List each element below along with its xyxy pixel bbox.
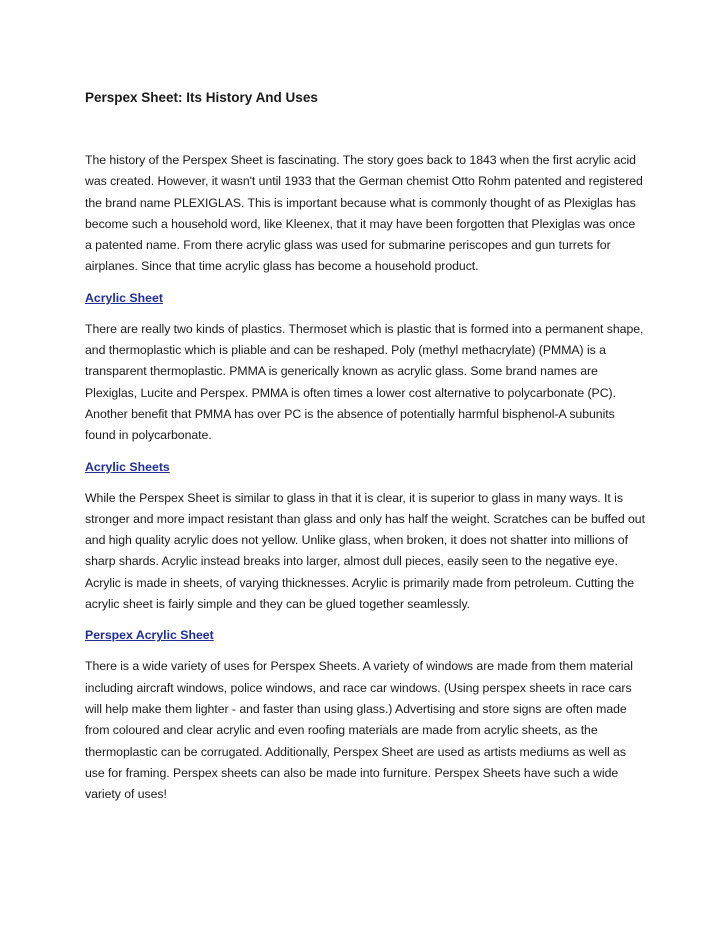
link-acrylic-sheets[interactable]: Acrylic Sheets [85, 459, 170, 474]
link-row-perspex-acrylic-sheet [85, 625, 645, 656]
document-body [85, 150, 645, 815]
link-acrylic-sheet[interactable]: Acrylic Sheet [85, 290, 163, 305]
paragraph-uses: There is a wide variety of uses for Perspex Sheets. A variety of windows are made from them material including aircraft windows, police windows, and race car windows. (Using perspex sheets in race cars will help make them lighter - and faster than using glass.) Advertising and store signs are often made from coloured and clear acrylic and even roofing materials are made from acrylic sheets, as the thermoplastic can be corrugated. Additionally, Perspex Sheet are used as artists mediums as well as use for framing. Perspex sheets can also be made into furniture. Perspex Sheets have such a wide variety of uses! [85, 659, 633, 802]
paragraph-history: The history of the Perspex Sheet is fascinating. The story goes back to 1843 when the first acrylic acid was created. However, it wasn't until 1933 that the German chemist Otto Rohm patented and registered the brand name PLEXIGLAS. This is important because what is commonly thought of as Plexiglas has become such a household word, like Kleenex, that it may have been forgotten that Plexiglas was once a patented name. From there acrylic glass was used for submarine periscopes and gun turrets for airplanes. Since that time acrylic glass has become a household product. [85, 153, 643, 274]
link-perspex-acrylic-sheet[interactable]: Perspex Acrylic Sheet [85, 628, 214, 643]
link-row-acrylic-sheets [85, 457, 645, 488]
link-row-acrylic-sheet [85, 288, 645, 319]
paragraph-properties: While the Perspex Sheet is similar to glass in that it is clear, it is superior to glass in many ways. It is stronger and more impact resistant than glass and only has half the weight. Scratches can be buffed out and high quality acrylic does not yellow. Unlike glass, when broken, it does not shatter into millions of sharp shards. Acrylic instead breaks into larger, almost dull pieces, easily seen to the negative eye. Acrylic is made in sheets, of varying thicknesses. Acrylic is primarily made from petroleum. Cutting the acrylic sheet is fairly simple and they can be glued together seamlessly. [85, 490, 645, 612]
document-title: Perspex Sheet: Its History And Uses [85, 90, 318, 105]
paragraph-plastics: There are really two kinds of plastics. Thermoset which is plastic that is formed into a permanent shape, and thermoplastic which is pliable and can be reshaped. Poly (methyl methacrylate) (PMMA) is a transparent thermoplastic. PMMA is generically known as acrylic glass. Some brand names are Plexiglas, Lucite and Perspex. PMMA is often times a lower cost alternative to polycarbonate (PC). Another benefit that PMMA has over PC is the absence of potentially harmful bisphenol-A subunits found in polycarbonate. [85, 321, 644, 443]
